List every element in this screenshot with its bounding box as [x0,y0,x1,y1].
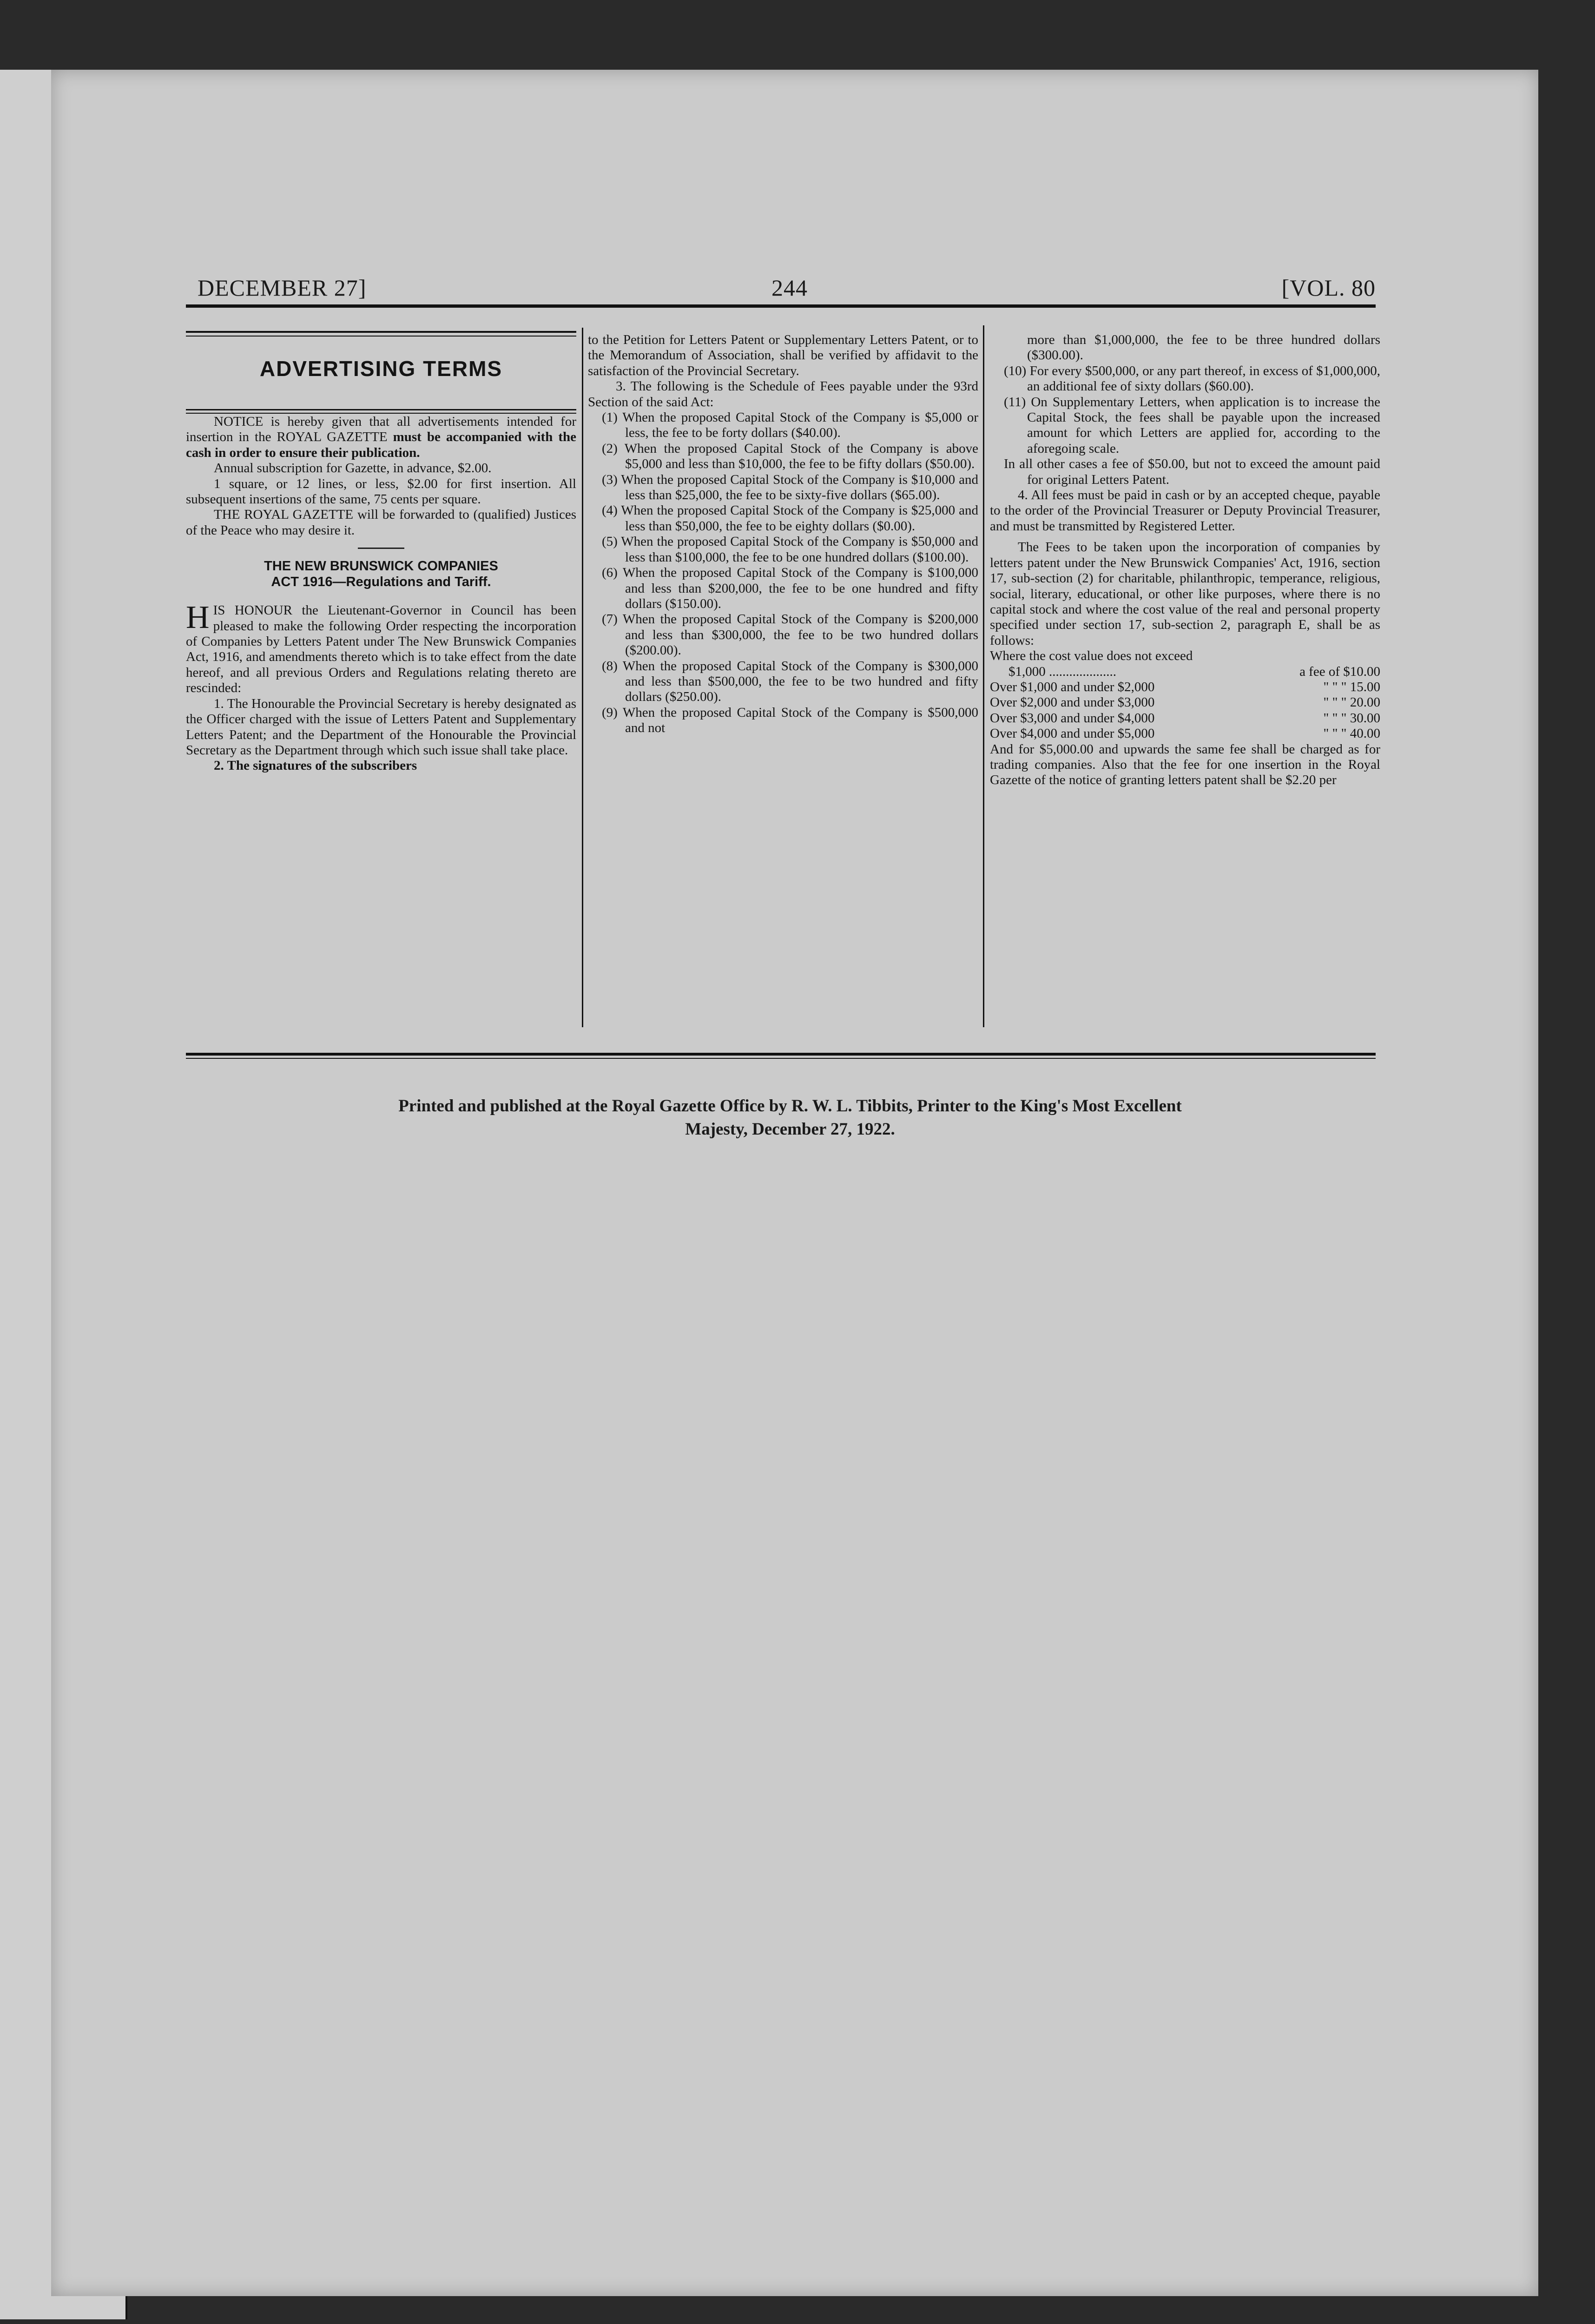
item-2-continued: to the Petition for Letters Patent or Supplementary Letters Patent, or to the Memorandum of Association, shall be verified by affidavit to the satisfaction of the Provincial Secretary. [588,332,978,378]
column-3 [990,332,1380,788]
fee-11: (11) On Supplementary Letters, when application is to increase the Capital Stock, the fees shall be payable upon the increased amount for which Letters are applied for, according to the aforegoing scale. [1004,394,1380,456]
column-divider [582,328,583,1027]
charitable-fees: The Fees to be taken upon the incorporation of companies by letters patent under the New Brunswick Companies' Act, 1916, section 17, sub-section (2) for charitable, philanthropic, temperance, religious, social, literary, educational, or other like purposes, where there is no capital stock and where the cost value of the real and personal property specified under section 17, sub-section 2, paragraph E, shall be as follows: [990,540,1380,648]
forwarded-paragraph: THE ROYAL GAZETTE will be forwarded to (qualified) Justices of the Peace who may desire it. [186,507,576,538]
imprint-line-1: Printed and published at the Royal Gazette Office by R. W. L. Tibbits, Printer to the King's Most Excellent [398,1096,1182,1116]
notice-paragraph [186,414,576,461]
fee-table-row: Over $2,000 and under $3,000 " " " 20.00 [990,695,1380,710]
fee-6: (6) When the proposed Capital Stock of the Company is $100,000 and less than $200,000, the fee to be one hundred and fifty dollars ($150.00). [602,565,978,611]
header-rule [186,304,1376,308]
fee-table-row: Over $3,000 and under $4,000 " " " 30.00 [990,710,1380,726]
fee-3: (3) When the proposed Capital Stock of the Company is $10,000 and less than $25,000, the fee to be sixty-five dollars ($65.00). [602,472,978,503]
fee-2: (2) When the proposed Capital Stock of the Company is above $5,000 and less than $10,000, the fee to be fifty dollars ($50.00). [602,441,978,472]
rates-paragraph: 1 square, or 12 lines, or less, $2.00 for first insertion. All subsequent insertions of the same, 75 cents per square. [186,476,576,507]
companies-act-heading [186,558,576,590]
fee-4: (4) When the proposed Capital Stock of the Company is $25,000 and less than $50,000, the fee to be eighty dollars ($0.00). [602,503,978,534]
intro-text: IS HONOUR the Lieutenant-Governor in Council has been pleased to make the following Order respecting the incorporation of Companies by Letters Patent under The New Brunswick Companies Act, 1916, and amendments thereto which is to take effect from the date hereof, and all previous Orders and Regulations relating thereto are rescinded: [186,603,576,696]
fee-table-row: Over $4,000 and under $5,000 " " " 40.00 [990,726,1380,741]
heading-line-1: THE NEW BRUNSWICK COMPANIES [264,559,498,574]
running-header [198,274,1376,302]
ad-top-rule [186,331,576,333]
fee-1: (1) When the proposed Capital Stock of the Company is $5,000 or less, the fee to be forty dollars ($40.00). [602,410,978,441]
other-cases: In all other cases a fee of $50.00, but not to exceed the amount paid for original Letters Patent. [1004,456,1380,487]
column-divider [983,325,984,1027]
drop-cap: H [186,600,210,636]
page-number: 244 [771,275,808,301]
item-1: 1. The Honourable the Provincial Secretary is hereby designated as the Officer charged with the issue of Letters Patent and Supplementary Letters Patent; and the Department of the Honourable the Provincial Secretary as the Department through which such issue shall take place. [186,696,576,758]
fee-7: (7) When the proposed Capital Stock of the Company is $200,000 and less than $300,000, the fee to be two hundred dollars ($200.00). [602,612,978,658]
fee-10: (10) For every $500,000, or any part thereof, in excess of $1,000,000, an additional fee of sixty dollars ($60.00). [1004,363,1380,394]
column-2 [588,332,978,736]
fee-table-row: $1,000 .................... a fee of $10.00 [1008,664,1380,679]
cost-value-intro: Where the cost value does not exceed [990,648,1193,664]
header-date: DECEMBER 27] [198,275,367,301]
fee-5: (5) When the proposed Capital Stock of the Company is $50,000 and less than $100,000, the fee to be one hundred dollars ($100.00). [602,534,978,565]
item-3: 3. The following is the Schedule of Fees payable under the 93rd Section of the said Act: [588,379,978,409]
item-2-start: 2. The signatures of the subscribers [214,758,417,773]
notice-bold-text: must be accompanied with the cash in order to ensure their publication. [186,429,576,460]
order-intro [186,600,576,696]
fee-table-row: Over $1,000 and under $2,000 " " " 15.00 [990,679,1380,694]
fee-9: (9) When the proposed Capital Stock of the Company is $500,000 and not [602,705,978,736]
section-divider [358,548,404,549]
imprint-line-2: Majesty, December 27, 1922. [685,1120,895,1139]
column-1 [186,357,576,774]
ad-top-rule-thin [186,336,576,337]
printer-imprint [204,1095,1376,1141]
heading-line-2: ACT 1916—Regulations and Tariff. [271,574,491,590]
subscription-paragraph: Annual subscription for Gazette, in advance, $2.00. [214,461,492,476]
footer-rule-thin [186,1058,1376,1059]
advertising-terms-title: ADVERTISING TERMS [259,357,503,381]
notice-text: NOTICE is hereby given that all advertisements intended for insertion in the ROYAL GAZETTE [186,414,576,445]
footer-rule [186,1053,1376,1056]
fee-8: (8) When the proposed Capital Stock of the Company is $300,000 and less than $500,000, the fee to be two hundred and fifty dollars ($250.00). [602,658,978,705]
volume-label: [VOL. 80 [1281,275,1376,301]
fee-table [990,664,1380,742]
item-4: 4. All fees must be paid in cash or by an accepted cheque, payable to the order of the Provincial Treasurer or Deputy Provincial Treasurer, and must be transmitted by Registered Letter. [990,488,1380,534]
fee-9-continued: more than $1,000,000, the fee to be three hundred dollars ($300.00). [1027,332,1380,363]
closing-paragraph: And for $5,000.00 and upwards the same fee shall be charged as for trading companies. Also that the fee for one insertion in the Royal Gazette of the notice of granting letters patent shall be $2.20 per [990,741,1380,788]
